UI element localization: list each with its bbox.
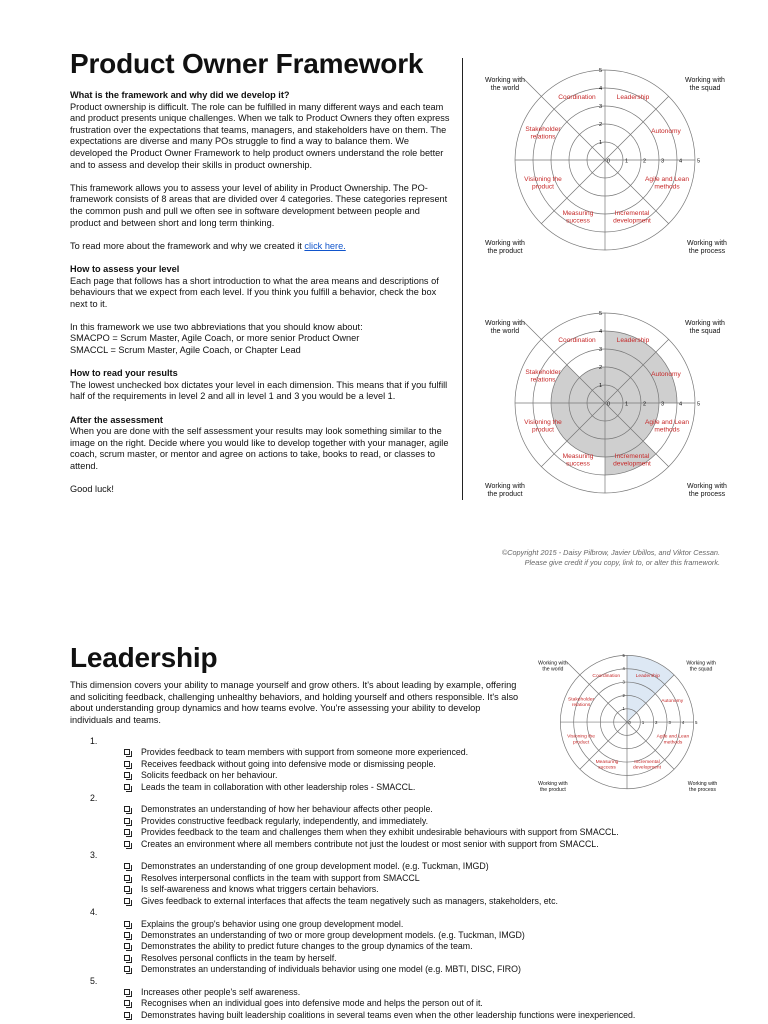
area-label-visioning: Visioning the product [524,176,562,191]
scale-label: 4 [679,158,683,165]
area-label-coordination: Coordination [592,673,621,679]
checkbox[interactable] [124,829,130,835]
checklist-item-text: Leads the team in collaboration with other leadership roles - SMACCL. [141,781,416,792]
copyright [470,548,720,568]
checklist-item [90,782,730,793]
scale-label: 3 [661,158,665,165]
radar-blank [470,60,740,265]
smaccl-def: SMACCL = Scrum Master, Agile Coach, or Chapter Lead [70,345,301,356]
checkbox[interactable] [124,1012,130,1018]
scale-label: 1 [641,719,645,725]
leadership-levels [90,736,730,1021]
checklist-item-text: Demonstrates an understanding of how her behaviour affects other people. [141,804,433,815]
scale-label: 5 [697,158,701,165]
smacpo-def: SMACPO = Scrum Master, Agile Coach, or more senior Product Owner [70,333,360,344]
scale-label: 1 [622,706,625,712]
q-heading: What is the framework and why did we develop it? [70,90,290,100]
scale-label: 5 [599,311,603,317]
area-label-agile: Agile and Lean methods [645,419,689,434]
checklist-item [90,770,730,781]
level-number: 1. [90,736,98,746]
area-label-visioning: Visioning the product [524,419,562,434]
checklist-item [90,804,730,815]
checklist-item [90,953,730,964]
checklist-item [90,987,730,998]
level-number: 2. [90,793,98,804]
area-label-autonomy: Autonomy [661,699,684,705]
area-label-agile: Agile and Lean methods [645,176,689,191]
abbrev-intro: In this framework we use two abbreviations that you should know about: [70,321,363,332]
corner-label-world: Working with the world [538,660,568,673]
checklist-item-text: Resolves interpersonal conflicts in the team with support from SMACCL [141,872,420,883]
corner-label-squad: Working with the squad [685,320,725,336]
checklist-item [90,964,730,975]
corner-label-process: Working with the process [687,781,718,793]
checklist-item [90,1010,730,1021]
checklist-item-text: Recognises when an individual goes into defensive mode and helps the person out of it. [141,998,483,1009]
checklist-item-text: Demonstrates having built leadership coalitions in several teams even when the other leadership functions were inexperienced. [141,1009,636,1020]
copyright-line-1: ©Copyright 2015 - Daisy Pilbrow, Javier Ubillos, and Viktor Cessan. [501,548,720,557]
checkbox[interactable] [124,772,130,778]
checklist-item [90,816,730,827]
checklist-item [90,827,730,838]
checklist-item-text: Creates an environment where all members contribute not just the loudest or most senior with support from SMACCL. [141,838,599,849]
checklist-item [90,873,730,884]
results-heading: How to read your results [70,368,178,379]
radar-corner-line [567,662,580,675]
copyright-line-2: Please give credit if you copy, link to, or alter this framework. [524,558,720,567]
area-label-visioning: Visioning the product [567,734,595,746]
click-here-link[interactable]: click here. [304,240,346,251]
scale-label: 5 [622,652,625,658]
area-label-autonomy: Autonomy [651,371,681,378]
checklist-item-text: Solicits feedback on her behaviour. [141,770,278,781]
leadership-intro: This dimension covers your ability to manage yourself and grow others. It's about leading by example, offering and soliciting feedback, challenging unhealthy behaviors, and holding yourself and others responsible. It's also about understanding group dynamics and how teams evolve. You're assessing your ability to develop individuals and teams. [70,680,519,725]
scale-label: 5 [599,68,603,74]
area-label-leadership: Leadership [616,337,650,344]
checkbox[interactable] [124,943,130,949]
checkbox[interactable] [124,921,130,927]
checkbox[interactable] [124,875,130,881]
scale-label: 0 [607,401,611,408]
scale-label: 3 [599,104,603,110]
checkbox[interactable] [124,1000,130,1006]
corner-label-process: Working with the process [687,240,727,256]
checklist-item-text: Demonstrates an understanding of one group development model. (e.g. Tuckman, IMGD) [141,861,489,872]
scale-label: 4 [622,666,625,672]
checkbox[interactable] [124,761,130,767]
checklist-item-text: Increases other people's self awareness. [141,986,301,997]
level-number: 3. [90,850,98,861]
scale-label: 2 [622,692,625,698]
level-number: 4. [90,907,98,918]
checklist-item-text: Receives feedback without going into defensive mode or dismissing people. [141,758,436,769]
area-label-stakeholder: Stakeholder relations [525,369,561,384]
assess-text: Each page that follows has a short introduction to what the area means and descriptions of behaviours that we expect from each level. If you think you fulfill a behavior, check the box next to it. [70,275,439,309]
scale-label: 0 [607,158,611,165]
corner-label-process: Working with the process [687,483,727,499]
scale-label: 5 [697,401,701,408]
scale-label: 3 [622,679,625,685]
corner-label-squad: Working with the squad [685,77,725,93]
checklist-item-text: Provides feedback to the team and challenges them when they exhibit undesirable behaviours with support from SMACCL. [141,827,619,838]
scale-label: 4 [599,329,603,335]
checklist-item-text: Provides feedback to team members with support from someone more experienced. [141,747,469,758]
radar-highlight-leadership [627,655,674,722]
scale-label: 2 [643,158,647,165]
level-number: 5. [90,975,98,986]
results-text: The lowest unchecked box dictates your level in each dimension. This means that if you fulfill half of the requirements in level 2 and all in level 1 and 3 you would be a level 1. [70,379,448,402]
good-luck: Good luck! [70,484,114,495]
checklist-item [90,861,730,872]
scale-label: 3 [668,719,671,725]
corner-label-product: Working with the product [538,781,568,793]
radar-corner-line [524,79,541,96]
scale-label: 2 [643,401,647,408]
area-label-leadership: Leadership [635,673,660,679]
checklist-item-text: Is self-awareness and knows what triggers certain behaviors. [141,884,379,895]
checklist-item [90,919,730,930]
checkbox[interactable] [124,989,130,995]
checklist-item-text: Resolves personal conflicts in the team by herself. [141,952,337,963]
area-label-coordination: Coordination [558,337,596,344]
checkbox[interactable] [124,932,130,938]
corner-label-world: Working with the world [485,77,525,93]
checklist-item-text: Provides constructive feedback regularly, independently, and immediately. [141,815,429,826]
checklist-item [90,896,730,907]
checkbox[interactable] [124,886,130,892]
q-text: Product ownership is difficult. The role can be fulfilled in many different ways and each team and product presents unique challenges. When we talk to Product Owners they often express frustration over the expectations that teams, managers, and stakeholders have on them. The expectations are diverse and many POs struggle to find a way to balance them. We developed the Product Owner Framework to help product owners understand the role better and to assess and develop their skills in product ownership. [70,101,450,170]
radar-example [470,303,740,508]
corner-label-world: Working with the world [485,320,525,336]
checklist-item [90,747,730,758]
checklist-item [90,759,730,770]
area-label-incremental: Incremental development [613,453,651,468]
checkbox[interactable] [124,818,130,824]
area-label-autonomy: Autonomy [651,128,681,135]
area-label-leadership: Leadership [616,94,650,101]
intro-text [70,90,452,496]
scale-label: 2 [599,365,603,371]
corner-label-product: Working with the product [485,483,525,499]
scale-label: 2 [599,122,603,128]
checklist-item [90,998,730,1009]
framework-paragraph: This framework allows you to assess your level of ability in Product Ownership. The PO-framework consists of 8 areas that are divided over 4 categories. These categories represent the common push and pull we often see in software development between people and product and between short and long term thinking. [70,182,448,228]
area-label-stakeholder: Stakeholder relations [568,697,595,709]
checkbox[interactable] [124,955,130,961]
scale-label: 4 [679,401,683,408]
area-label-agile: Agile and Lean methods [656,734,690,746]
scale-label: 4 [599,86,603,92]
corner-label-product: Working with the product [485,240,525,256]
checkbox[interactable] [124,863,130,869]
scale-label: 1 [625,158,629,165]
leadership-title: Leadership [70,642,218,673]
checklist-item [90,941,730,952]
read-more-text: To read more about the framework and why we created it [70,240,305,251]
area-label-measuring: Measuring success [562,453,594,468]
corner-label-squad: Working with the squad [686,660,716,673]
area-label-measuring: Measuring success [595,759,619,771]
checklist-item [90,930,730,941]
read-more [70,241,452,253]
checklist-item-text: Explains the group's behavior using one group development model. [141,918,404,929]
scale-label: 1 [599,383,603,389]
scale-label: 1 [625,401,629,408]
area-label-incremental: Incremental development [613,210,651,225]
after-text: When you are done with the self assessment your results may look something similar to the image on the right. Decide where you would like to develop together with your manager, agile coach, scrum master, or mentor and agree on actions to take, books to read, or classes to attend. [70,426,449,471]
checklist-item [90,839,730,850]
assess-heading: How to assess your level [70,263,180,274]
area-label-measuring: Measuring success [562,210,594,225]
scale-label: 0 [628,719,631,725]
scale-label: 1 [599,140,603,146]
scale-label: 3 [599,347,603,353]
checkbox[interactable] [124,806,130,812]
scale-label: 2 [655,719,658,725]
after-heading: After the assessment [70,414,163,425]
area-label-coordination: Coordination [558,94,596,101]
checkbox[interactable] [124,898,130,904]
checklist-item [90,884,730,895]
scale-label: 4 [681,719,685,725]
checklist-item-text: Demonstrates an understanding of two or more group development models. (e.g. Tuckman, IMGD) [141,929,525,940]
checkbox[interactable] [124,749,130,755]
checkbox[interactable] [124,966,130,972]
area-label-incremental: Incremental development [633,759,661,771]
radar-corner-line [524,322,541,339]
area-label-stakeholder: Stakeholder relations [525,126,561,141]
scale-label: 5 [695,719,698,725]
divider-line [462,58,463,500]
checkbox[interactable] [124,841,130,847]
checkbox[interactable] [124,784,130,790]
checklist-item-text: Gives feedback to external interfaces that affects the team negatively such as managers, stakeholders, etc. [141,895,558,906]
checklist-item-text: Demonstrates an understanding of individuals behavior using one model (e.g. MBTI, DISC, FIRO) [141,964,521,975]
scale-label: 3 [661,401,665,408]
checklist-item-text: Demonstrates the ability to predict future changes to the group dynamics of the team. [141,941,473,952]
page-title: Product Owner Framework [70,48,424,79]
